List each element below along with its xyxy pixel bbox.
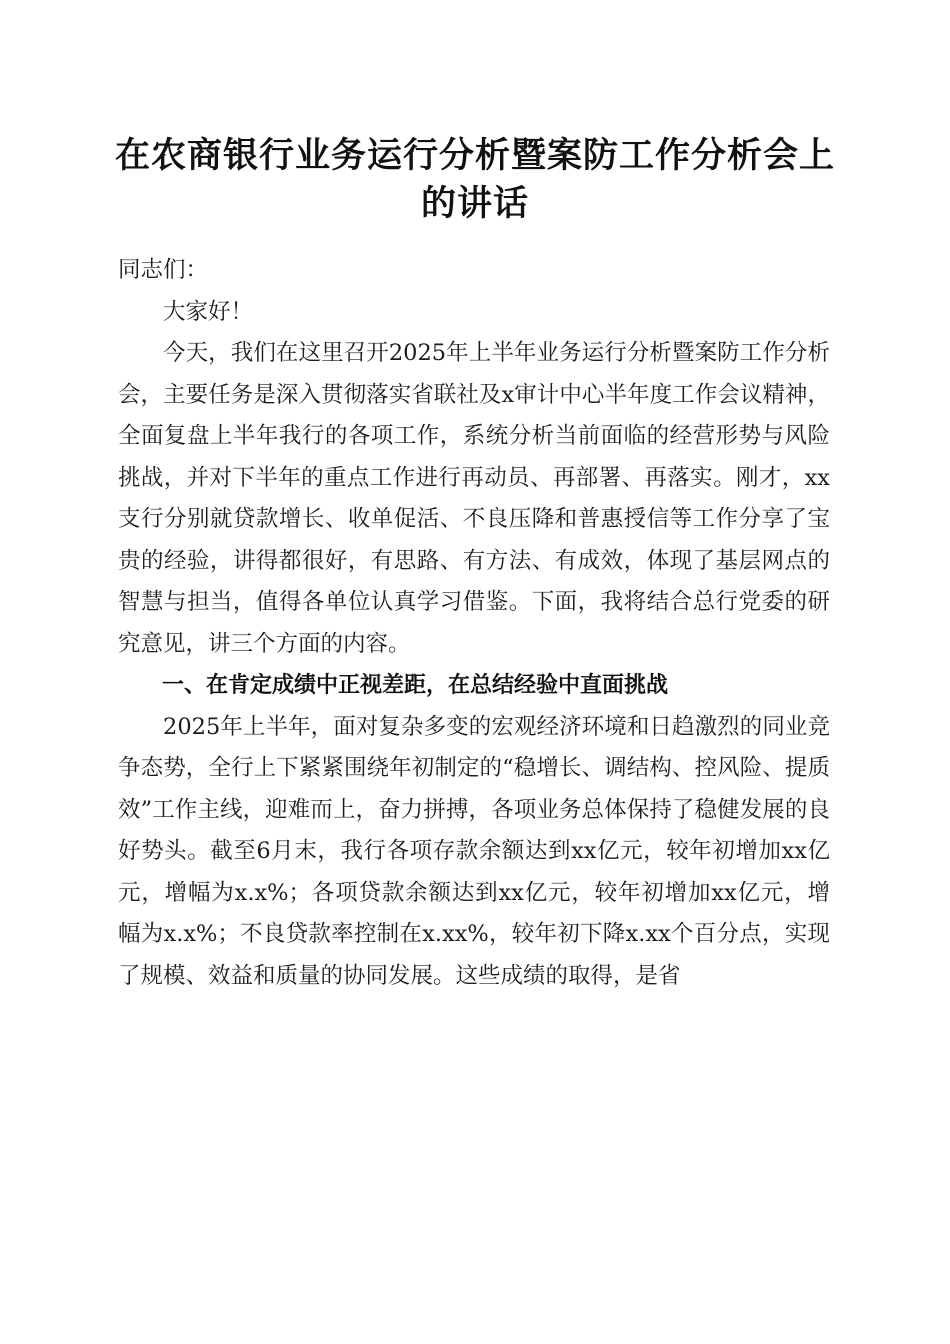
paragraph-intro: 今天，我们在这里召开2025年上半年业务运行分析暨案防工作分析会，主要任务是深入贯彻落实省联社及x审计中心半年度工作会议精神，全面复盘上半年我行的各项工作，系统分析当前面临的经营形势与风险挑战，并对下半年的重点工作进行再动员、再部署、再落实。刚才，xx支行分别就贷款增长、收单促活、不良压降和普惠授信等工作分享了宝贵的经验，讲得都很好，有思路、有方法、有成效，体现了基层网点的智慧与担当，值得各单位认真学习借鉴。下面，我将结合总行党委的研究意见，讲三个方面的内容。 [118, 340, 830, 657]
document-title: 在农商银行业务运行分析暨案防工作分析会上的讲话 [114, 135, 835, 224]
salutation: 同志们： [118, 257, 209, 283]
section-heading-1: 一、在肯定成绩中正视差距，在总结经验中直面挑战 [162, 673, 669, 698]
paragraph-achievements: 2025年上半年，面对复杂多变的宏观经济环境和日趋激烈的同业竞争态势，全行上下紧紧围绕年初制定的“稳增长、调结构、控风险、提质效”工作主线，迎难而上，奋力拼搏，各项业务总体保持了稳健发展的良好势头。截至6月末，我行各项存款余额达到xx亿元，较年初增加xx亿元，增幅为x.x%；各项贷款余额达到xx亿元，较年初增加xx亿元，增幅为x.x%；不良贷款率控制在x.xx%，较年初下降x.xx个百分点，实现了规模、效益和质量的协同发展。这些成绩的取得，是省 [118, 713, 830, 989]
document-body [118, 250, 830, 997]
greeting: 大家好！ [163, 298, 254, 325]
